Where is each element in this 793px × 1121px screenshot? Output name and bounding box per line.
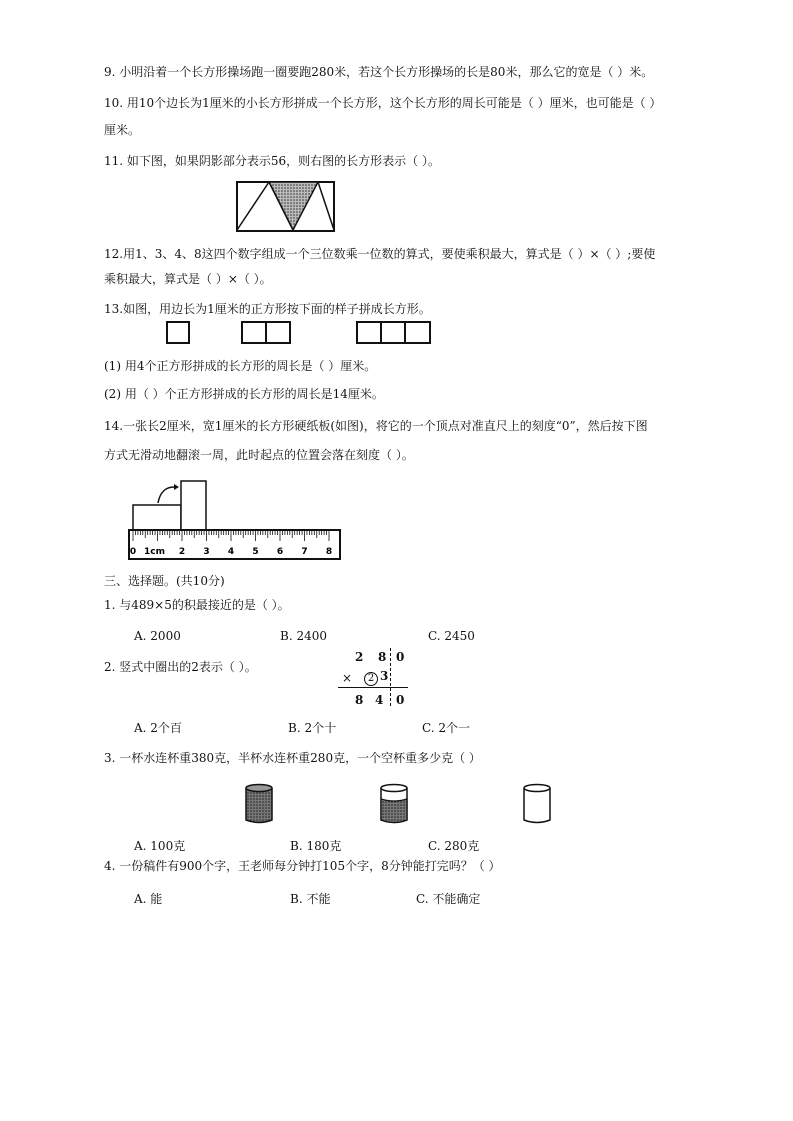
result-digit-tens: 4 [375, 693, 384, 707]
q3-option-c[interactable]: C. 280克 [428, 839, 480, 853]
choice-question-2: 2. 竖式中圈出的2表示（ ）。 [104, 660, 257, 674]
q4-option-c[interactable]: C. 不能确定 [416, 892, 481, 906]
half-cup-icon [379, 783, 409, 825]
q2-option-b[interactable]: B. 2个十 [288, 721, 337, 735]
question-14-line1: 14.一张长2厘米，宽1厘米的长方形硬纸板(如图)，将它的一个顶点对准直尺上的刻度“0”，然后按下图 [104, 419, 648, 433]
multiplier-digit: 3 [380, 669, 389, 683]
ruler-label: 3 [203, 547, 210, 557]
multiplicand-digit-hundreds: 2 [355, 650, 364, 664]
q2-option-a[interactable]: A. 2个百 [134, 721, 182, 735]
q2-option-c[interactable]: C. 2个一 [422, 721, 471, 735]
question-11: 11. 如下图，如果阴影部分表示56，则右图的长方形表示（ ）。 [104, 154, 440, 168]
ruler-label: 6 [276, 547, 284, 557]
empty-cup-icon [522, 783, 552, 825]
choice-question-1: 1. 与489×5的积最接近的是（ ）。 [104, 598, 290, 612]
dashed-divider [390, 648, 391, 706]
ruler-label: 5 [252, 547, 259, 557]
question-13-part2: (2) 用（ ）个正方形拼成的长方形的周长是14厘米。 [104, 387, 384, 401]
question-13: 13.如图，用边长为1厘米的正方形按下面的样子拼成长方形。 [104, 302, 431, 316]
q3-option-b[interactable]: B. 180克 [290, 839, 342, 853]
full-cup-icon [244, 783, 274, 825]
choice-question-3: 3. 一杯水连杯重380克，半杯水连杯重280克，一个空杯重多少克（ ） [104, 751, 481, 765]
q1-option-b[interactable]: B. 2400 [280, 629, 327, 643]
question-10-line2: 厘米。 [104, 123, 141, 137]
ruler-label: 4 [227, 547, 235, 557]
q4-option-b[interactable]: B. 不能 [290, 892, 331, 906]
choice-question-4: 4. 一份稿件有900个字，王老师每分钟打105个字，8分钟能打完吗？（ ） [104, 859, 501, 873]
multiplicand-digit-tens: 8 [378, 650, 387, 664]
vertical-multiplication [338, 646, 408, 708]
times-sign: × [342, 671, 353, 685]
ruler-label: 8 [325, 547, 333, 557]
shaded-rectangle-figure [236, 181, 336, 233]
q3-option-a[interactable]: A. 100克 [134, 839, 186, 853]
q1-option-c[interactable]: C. 2450 [428, 629, 475, 643]
question-10-line1: 10. 用10个边长为1厘米的小长方形拼成一个长方形，这个长方形的周长可能是（ ）厘米，也可能是（ ） [104, 96, 662, 110]
multiplicand-digit-ones: 0 [396, 650, 405, 664]
question-9: 9. 小明沿着一个长方形操场跑一圈要跑280米，若这个长方形操场的长是80米，那么它的宽是（ ）米。 [104, 65, 654, 79]
ruler-label: 2 [178, 547, 186, 557]
ruler-label: 7 [301, 547, 308, 557]
ruler-label: 0 [129, 547, 137, 557]
result-digit-ones: 0 [396, 693, 405, 707]
calc-line [338, 687, 408, 688]
question-13-part1: (1) 用4个正方形拼成的长方形的周长是（ ）厘米。 [104, 359, 377, 373]
question-14-line2: 方式无滑动地翻滚一周，此时起点的位置会落在刻度（ ）。 [104, 448, 414, 462]
section-3-heading: 三、选择题。(共10分) [104, 574, 225, 588]
squares-figure [166, 321, 436, 345]
ruler-label: 1cm [144, 547, 165, 557]
circled-digit: 2 [364, 672, 378, 686]
question-12-line1: 12.用1、3、4、8这四个数字组成一个三位数乘一位数的算式，要使乘积最大，算式是（ ）×（ ）;要使 [104, 247, 656, 261]
question-12-line2: 乘积最大，算式是（ ）×（ ）。 [104, 272, 272, 286]
q4-option-a[interactable]: A. 能 [134, 892, 163, 906]
result-digit-hundreds: 8 [355, 693, 364, 707]
q1-option-a[interactable]: A. 2000 [134, 629, 181, 643]
ruler-figure [128, 478, 343, 560]
